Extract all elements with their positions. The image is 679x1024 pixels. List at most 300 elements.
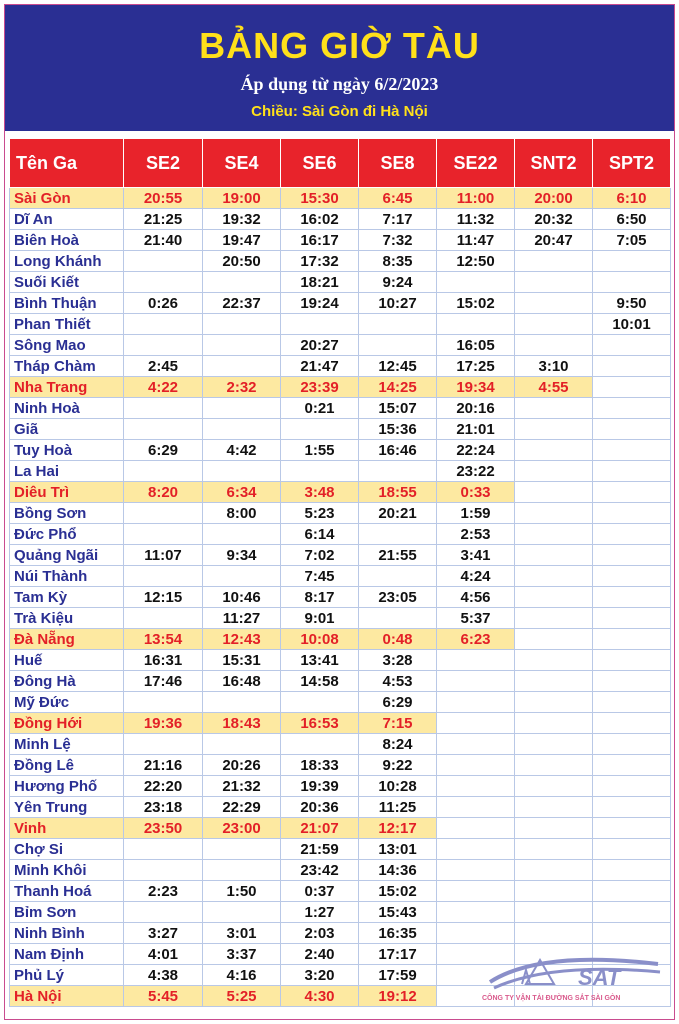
departure-time: 21:32 xyxy=(203,776,281,797)
departure-time xyxy=(593,818,671,839)
departure-time: 6:23 xyxy=(437,629,515,650)
departure-time xyxy=(515,902,593,923)
departure-time: 2:23 xyxy=(124,881,203,902)
departure-time xyxy=(124,398,203,419)
departure-time: 9:01 xyxy=(281,608,359,629)
departure-time xyxy=(515,587,593,608)
station-row xyxy=(10,503,671,524)
departure-time xyxy=(203,335,281,356)
departure-time xyxy=(593,860,671,881)
station-name: Tuy Hoà xyxy=(10,440,124,461)
departure-time: 23:39 xyxy=(281,377,359,398)
departure-time: 16:31 xyxy=(124,650,203,671)
departure-time: 10:46 xyxy=(203,587,281,608)
departure-time: 3:28 xyxy=(359,650,437,671)
station-name: Đông Hà xyxy=(10,671,124,692)
departure-time xyxy=(593,776,671,797)
departure-time xyxy=(515,776,593,797)
departure-time: 0:33 xyxy=(437,482,515,503)
departure-time xyxy=(124,902,203,923)
header-banner xyxy=(5,5,674,131)
departure-time xyxy=(203,524,281,545)
departure-time: 10:27 xyxy=(359,293,437,314)
station-name: Thanh Hoá xyxy=(10,881,124,902)
departure-time xyxy=(515,881,593,902)
departure-time xyxy=(593,461,671,482)
departure-time: 23:50 xyxy=(124,818,203,839)
departure-time xyxy=(437,272,515,293)
station-row xyxy=(10,293,671,314)
departure-time: 17:32 xyxy=(281,251,359,272)
departure-time: 20:47 xyxy=(515,230,593,251)
departure-time: 21:55 xyxy=(359,545,437,566)
station-name: Ninh Bình xyxy=(10,923,124,944)
timetable xyxy=(9,138,671,1007)
departure-time: 9:34 xyxy=(203,545,281,566)
logo-caption: CÔNG TY VẬN TẢI ĐƯỜNG SẮT SÀI GÒN xyxy=(482,995,621,1002)
column-header-spt2: SPT2 xyxy=(593,139,671,188)
station-name: Huế xyxy=(10,650,124,671)
departure-time xyxy=(593,671,671,692)
station-row xyxy=(10,671,671,692)
departure-time xyxy=(515,272,593,293)
departure-time xyxy=(515,335,593,356)
departure-time xyxy=(593,902,671,923)
departure-time: 14:36 xyxy=(359,860,437,881)
station-row xyxy=(10,314,671,335)
departure-time xyxy=(437,314,515,335)
departure-time: 1:27 xyxy=(281,902,359,923)
station-row xyxy=(10,398,671,419)
station-name: Dĩ An xyxy=(10,209,124,230)
departure-time: 20:55 xyxy=(124,188,203,209)
logo-text: SAT xyxy=(578,965,621,990)
station-name: Đồng Hới xyxy=(10,713,124,734)
departure-time: 21:07 xyxy=(281,818,359,839)
departure-time xyxy=(515,923,593,944)
departure-time: 11:25 xyxy=(359,797,437,818)
departure-time: 8:17 xyxy=(281,587,359,608)
departure-time xyxy=(515,314,593,335)
departure-time xyxy=(124,272,203,293)
column-header-station: Tên Ga xyxy=(10,139,124,188)
station-name: Suối Kiết xyxy=(10,272,124,293)
departure-time: 4:56 xyxy=(437,587,515,608)
departure-time: 9:24 xyxy=(359,272,437,293)
departure-time xyxy=(437,797,515,818)
departure-time xyxy=(515,692,593,713)
departure-time: 10:08 xyxy=(281,629,359,650)
departure-time xyxy=(593,692,671,713)
departure-time xyxy=(515,818,593,839)
departure-time: 21:25 xyxy=(124,209,203,230)
route-direction: Chiều: Sài Gòn đi Hà Nội xyxy=(251,103,428,120)
departure-time xyxy=(124,860,203,881)
station-name: Chợ Si xyxy=(10,839,124,860)
station-name: Minh Lệ xyxy=(10,734,124,755)
departure-time xyxy=(593,755,671,776)
departure-time xyxy=(124,608,203,629)
company-logo xyxy=(480,944,668,1006)
departure-time: 22:29 xyxy=(203,797,281,818)
station-row xyxy=(10,545,671,566)
departure-time xyxy=(515,734,593,755)
station-name: Diêu Trì xyxy=(10,482,124,503)
departure-time xyxy=(593,503,671,524)
departure-time: 6:29 xyxy=(359,692,437,713)
departure-time xyxy=(359,461,437,482)
departure-time xyxy=(515,545,593,566)
departure-time xyxy=(203,860,281,881)
departure-time: 8:00 xyxy=(203,503,281,524)
departure-time: 16:53 xyxy=(281,713,359,734)
station-name: Tháp Chàm xyxy=(10,356,124,377)
departure-time: 8:24 xyxy=(359,734,437,755)
departure-time xyxy=(515,419,593,440)
station-name: Quảng Ngãi xyxy=(10,545,124,566)
departure-time: 22:37 xyxy=(203,293,281,314)
departure-time: 6:45 xyxy=(359,188,437,209)
departure-time: 6:14 xyxy=(281,524,359,545)
departure-time: 0:48 xyxy=(359,629,437,650)
departure-time xyxy=(203,692,281,713)
station-name: Bồng Sơn xyxy=(10,503,124,524)
station-row xyxy=(10,923,671,944)
departure-time: 16:17 xyxy=(281,230,359,251)
departure-time: 11:27 xyxy=(203,608,281,629)
departure-time xyxy=(593,335,671,356)
departure-time xyxy=(515,671,593,692)
page-title: BẢNG GIỜ TÀU xyxy=(199,25,480,66)
station-name: Giã xyxy=(10,419,124,440)
station-row xyxy=(10,377,671,398)
station-row xyxy=(10,713,671,734)
departure-time xyxy=(124,314,203,335)
departure-time: 21:40 xyxy=(124,230,203,251)
departure-time: 23:18 xyxy=(124,797,203,818)
departure-time: 15:43 xyxy=(359,902,437,923)
departure-time: 7:32 xyxy=(359,230,437,251)
station-row xyxy=(10,524,671,545)
station-row xyxy=(10,608,671,629)
departure-time: 19:34 xyxy=(437,377,515,398)
station-row xyxy=(10,797,671,818)
departure-time: 23:42 xyxy=(281,860,359,881)
departure-time: 20:50 xyxy=(203,251,281,272)
departure-time xyxy=(515,608,593,629)
column-header-se4: SE4 xyxy=(203,139,281,188)
departure-time: 0:37 xyxy=(281,881,359,902)
departure-time: 6:50 xyxy=(593,209,671,230)
departure-time: 11:00 xyxy=(437,188,515,209)
station-name: Phan Thiết xyxy=(10,314,124,335)
departure-time: 21:47 xyxy=(281,356,359,377)
station-row xyxy=(10,734,671,755)
departure-time xyxy=(437,734,515,755)
departure-time: 4:30 xyxy=(281,986,359,1007)
station-row xyxy=(10,839,671,860)
departure-time: 17:46 xyxy=(124,671,203,692)
departure-time xyxy=(593,398,671,419)
station-row xyxy=(10,629,671,650)
station-row xyxy=(10,356,671,377)
departure-time xyxy=(593,545,671,566)
departure-time: 4:53 xyxy=(359,671,437,692)
departure-time: 6:10 xyxy=(593,188,671,209)
station-name: Đức Phổ xyxy=(10,524,124,545)
departure-time: 11:47 xyxy=(437,230,515,251)
departure-time xyxy=(515,524,593,545)
station-row xyxy=(10,188,671,209)
departure-time: 11:32 xyxy=(437,209,515,230)
departure-time: 22:24 xyxy=(437,440,515,461)
departure-time: 10:28 xyxy=(359,776,437,797)
departure-time: 15:02 xyxy=(359,881,437,902)
departure-time xyxy=(515,860,593,881)
station-name: Đồng Lê xyxy=(10,755,124,776)
departure-time xyxy=(593,272,671,293)
departure-time: 19:24 xyxy=(281,293,359,314)
departure-time: 0:21 xyxy=(281,398,359,419)
departure-time: 6:34 xyxy=(203,482,281,503)
departure-time: 17:25 xyxy=(437,356,515,377)
departure-time: 2:03 xyxy=(281,923,359,944)
departure-time xyxy=(359,566,437,587)
departure-time: 1:50 xyxy=(203,881,281,902)
departure-time: 12:17 xyxy=(359,818,437,839)
departure-time xyxy=(593,377,671,398)
departure-time xyxy=(515,650,593,671)
departure-time xyxy=(437,650,515,671)
station-row xyxy=(10,881,671,902)
station-name: Hà Nội xyxy=(10,986,124,1007)
departure-time: 7:05 xyxy=(593,230,671,251)
departure-time: 18:21 xyxy=(281,272,359,293)
departure-time: 16:02 xyxy=(281,209,359,230)
departure-time: 2:45 xyxy=(124,356,203,377)
departure-time: 23:22 xyxy=(437,461,515,482)
station-name: Nam Định xyxy=(10,944,124,965)
departure-time xyxy=(203,734,281,755)
station-name: Nha Trang xyxy=(10,377,124,398)
departure-time xyxy=(281,734,359,755)
departure-time xyxy=(593,629,671,650)
departure-time: 17:17 xyxy=(359,944,437,965)
departure-time: 19:12 xyxy=(359,986,437,1007)
station-name: Sông Mao xyxy=(10,335,124,356)
departure-time xyxy=(203,566,281,587)
station-name: Trà Kiệu xyxy=(10,608,124,629)
departure-time xyxy=(203,314,281,335)
departure-time: 19:00 xyxy=(203,188,281,209)
station-name: Minh Khôi xyxy=(10,860,124,881)
departure-time: 13:54 xyxy=(124,629,203,650)
column-header-se2: SE2 xyxy=(124,139,203,188)
departure-time xyxy=(437,923,515,944)
departure-time xyxy=(593,482,671,503)
departure-time: 18:33 xyxy=(281,755,359,776)
departure-time: 14:25 xyxy=(359,377,437,398)
departure-time xyxy=(593,839,671,860)
departure-time xyxy=(124,566,203,587)
station-name: Ninh Hoà xyxy=(10,398,124,419)
station-name: Đà Nẵng xyxy=(10,629,124,650)
station-name: Bỉm Sơn xyxy=(10,902,124,923)
departure-time: 4:22 xyxy=(124,377,203,398)
departure-time: 19:36 xyxy=(124,713,203,734)
station-name: Yên Trung xyxy=(10,797,124,818)
departure-time xyxy=(359,335,437,356)
departure-time xyxy=(203,902,281,923)
departure-time xyxy=(437,671,515,692)
departure-time xyxy=(124,524,203,545)
departure-time: 8:20 xyxy=(124,482,203,503)
departure-time: 19:47 xyxy=(203,230,281,251)
station-name: Sài Gòn xyxy=(10,188,124,209)
departure-time: 16:48 xyxy=(203,671,281,692)
station-name: Mỹ Đức xyxy=(10,692,124,713)
station-row xyxy=(10,440,671,461)
departure-time: 12:15 xyxy=(124,587,203,608)
departure-time: 3:01 xyxy=(203,923,281,944)
departure-time: 2:40 xyxy=(281,944,359,965)
departure-time: 19:32 xyxy=(203,209,281,230)
departure-time: 17:59 xyxy=(359,965,437,986)
column-header-se6: SE6 xyxy=(281,139,359,188)
station-row xyxy=(10,482,671,503)
departure-time: 5:25 xyxy=(203,986,281,1007)
departure-time xyxy=(437,881,515,902)
station-row xyxy=(10,755,671,776)
departure-time xyxy=(593,713,671,734)
station-row xyxy=(10,692,671,713)
departure-time: 16:35 xyxy=(359,923,437,944)
departure-time: 20:26 xyxy=(203,755,281,776)
departure-time xyxy=(437,776,515,797)
departure-time: 23:00 xyxy=(203,818,281,839)
departure-time xyxy=(203,356,281,377)
station-name: Hương Phố xyxy=(10,776,124,797)
departure-time: 19:39 xyxy=(281,776,359,797)
departure-time: 4:42 xyxy=(203,440,281,461)
departure-time xyxy=(124,734,203,755)
departure-time xyxy=(593,797,671,818)
departure-time: 15:02 xyxy=(437,293,515,314)
departure-time xyxy=(515,629,593,650)
station-row xyxy=(10,461,671,482)
departure-time xyxy=(203,461,281,482)
departure-time: 21:59 xyxy=(281,839,359,860)
station-row xyxy=(10,776,671,797)
column-header-se22: SE22 xyxy=(437,139,515,188)
departure-time xyxy=(124,419,203,440)
departure-time xyxy=(593,566,671,587)
departure-time xyxy=(515,566,593,587)
departure-time: 20:27 xyxy=(281,335,359,356)
departure-time: 23:05 xyxy=(359,587,437,608)
station-name: La Hai xyxy=(10,461,124,482)
station-row xyxy=(10,335,671,356)
departure-time: 12:45 xyxy=(359,356,437,377)
column-header-se8: SE8 xyxy=(359,139,437,188)
departure-time: 4:55 xyxy=(515,377,593,398)
station-row xyxy=(10,902,671,923)
departure-time xyxy=(281,461,359,482)
departure-time xyxy=(281,419,359,440)
departure-time xyxy=(437,902,515,923)
departure-time xyxy=(124,251,203,272)
station-row xyxy=(10,419,671,440)
departure-time: 3:41 xyxy=(437,545,515,566)
departure-time: 21:16 xyxy=(124,755,203,776)
departure-time: 15:30 xyxy=(281,188,359,209)
station-row xyxy=(10,860,671,881)
departure-time: 20:36 xyxy=(281,797,359,818)
departure-time xyxy=(593,587,671,608)
departure-time xyxy=(515,503,593,524)
departure-time xyxy=(515,755,593,776)
departure-time: 21:01 xyxy=(437,419,515,440)
departure-time xyxy=(593,419,671,440)
departure-time xyxy=(359,314,437,335)
departure-time: 20:21 xyxy=(359,503,437,524)
departure-time: 3:37 xyxy=(203,944,281,965)
departure-time: 20:32 xyxy=(515,209,593,230)
departure-time xyxy=(593,881,671,902)
departure-time xyxy=(515,440,593,461)
effective-date: Áp dụng từ ngày 6/2/2023 xyxy=(240,74,439,94)
departure-time: 3:27 xyxy=(124,923,203,944)
departure-time: 3:20 xyxy=(281,965,359,986)
departure-time xyxy=(437,692,515,713)
station-row xyxy=(10,251,671,272)
station-name: Núi Thành xyxy=(10,566,124,587)
departure-time: 9:22 xyxy=(359,755,437,776)
departure-time: 18:55 xyxy=(359,482,437,503)
departure-time xyxy=(437,818,515,839)
departure-time: 5:37 xyxy=(437,608,515,629)
departure-time xyxy=(593,356,671,377)
departure-time xyxy=(437,839,515,860)
departure-time xyxy=(437,860,515,881)
station-name: Long Khánh xyxy=(10,251,124,272)
station-row xyxy=(10,209,671,230)
departure-time xyxy=(593,524,671,545)
departure-time: 13:41 xyxy=(281,650,359,671)
departure-time: 3:48 xyxy=(281,482,359,503)
station-row xyxy=(10,272,671,293)
departure-time xyxy=(515,839,593,860)
departure-time: 4:01 xyxy=(124,944,203,965)
departure-time xyxy=(124,503,203,524)
departure-time: 18:43 xyxy=(203,713,281,734)
departure-time xyxy=(593,440,671,461)
departure-time: 15:07 xyxy=(359,398,437,419)
column-header-snt2: SNT2 xyxy=(515,139,593,188)
departure-time xyxy=(593,734,671,755)
departure-time xyxy=(593,923,671,944)
departure-time xyxy=(203,839,281,860)
departure-time: 7:15 xyxy=(359,713,437,734)
departure-time: 16:05 xyxy=(437,335,515,356)
departure-time xyxy=(515,293,593,314)
departure-time: 12:50 xyxy=(437,251,515,272)
departure-time xyxy=(515,482,593,503)
departure-time xyxy=(203,419,281,440)
departure-time: 14:58 xyxy=(281,671,359,692)
departure-time: 8:35 xyxy=(359,251,437,272)
departure-time: 4:24 xyxy=(437,566,515,587)
